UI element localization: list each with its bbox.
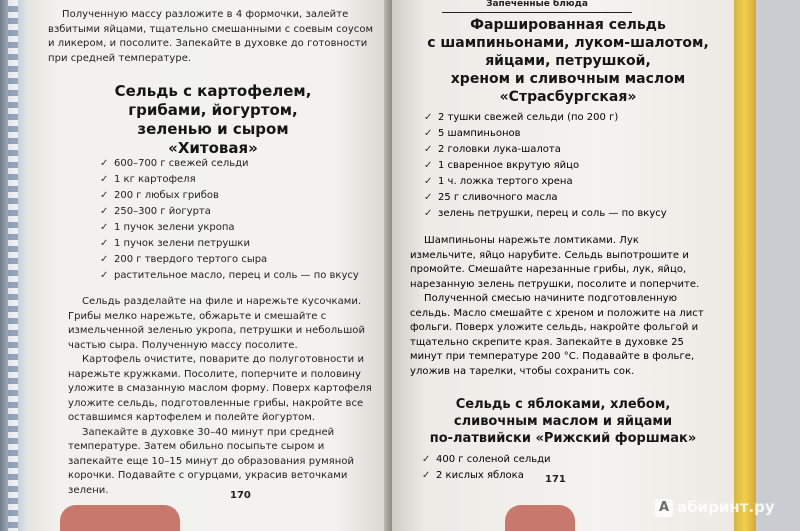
ingredient-item: ✓ 25 г сливочного масла <box>424 190 714 206</box>
title-line: «Хитовая» <box>168 139 258 157</box>
checkmark-icon: ✓ <box>100 270 109 281</box>
right-page-number: 171 <box>545 474 566 485</box>
title-line: грибами, йогуртом, <box>128 101 298 119</box>
ingredient-item: ✓ 600–700 г свежей сельди <box>100 156 370 172</box>
ingredient-item: ✓ растительное масло, перец и соль — по вкусу <box>100 268 370 284</box>
checkmark-icon: ✓ <box>422 454 431 465</box>
title-line: по-латвийски «Рижский форшмак» <box>429 431 697 446</box>
ingredient-item: ✓ зелень петрушки, перец и соль — по вкусу <box>424 206 714 222</box>
checkmark-icon: ✓ <box>100 222 109 233</box>
book-cover-edge <box>0 0 30 531</box>
method-paragraph: Шампиньоны нарежьте ломтиками. Лук измельчите, яйцо нарубите. Сельдь выпотрошите и промойте. Смешайте нарезанные грибы, лук, яйцо, нарезанную зелень петрушки, посолите и поперчите. <box>410 235 700 290</box>
ingredient-item: ✓ 2 головки лука-шалота <box>424 142 714 158</box>
checkmark-icon: ✓ <box>100 238 109 249</box>
title-line: Фаршированная сельдь <box>470 17 666 33</box>
checkmark-icon: ✓ <box>100 206 109 217</box>
checkmark-icon: ✓ <box>424 192 433 203</box>
right-recipe2-title <box>408 396 718 447</box>
ingredient-item: ✓ 1 сваренное вкрутую яйцо <box>424 158 714 174</box>
method-paragraph: Полученной смесью начините подготовленную сельдь. Масло смешайте с хреном и положите на лист фольги. Поверх уложите сельдь, накройте фольгой и тщательно скрепите края. Запекайте в духовке 25 минут при температуре 200 °С. Подавайте в фольге, уложив на тарелки, чтобы сохранить сок. <box>410 293 704 377</box>
book-cover-yellow-edge <box>734 0 756 531</box>
left-page <box>28 0 390 531</box>
ingredient-item: ✓ 2 кислых яблока <box>422 468 702 484</box>
checkmark-icon: ✓ <box>424 112 433 123</box>
right-recipe1-title <box>418 16 718 106</box>
ingredient-item: ✓ 200 г твердого тертого сыра <box>100 252 370 268</box>
checkmark-icon: ✓ <box>100 174 109 185</box>
thumb-right <box>505 505 575 531</box>
background-surface <box>756 0 800 531</box>
left-recipe-title <box>58 82 368 158</box>
ingredient-item: ✓ 200 г любых грибов <box>100 188 370 204</box>
checkmark-icon: ✓ <box>424 128 433 139</box>
ingredient-item: ✓ 250–300 г йогурта <box>100 204 370 220</box>
ingredient-item: ✓ 5 шампиньонов <box>424 126 714 142</box>
title-line: яйцами, петрушкой, <box>485 53 651 69</box>
ingredient-item: ✓ 1 пучок зелени петрушки <box>100 236 370 252</box>
left-method-text <box>68 295 380 498</box>
checkmark-icon: ✓ <box>100 190 109 201</box>
right-ingredients-list <box>424 110 714 222</box>
left-page-number: 170 <box>230 490 251 501</box>
right-method-text <box>410 234 706 379</box>
title-line: Сельдь с яблоками, хлебом, <box>455 397 671 412</box>
checkmark-icon: ✓ <box>424 176 433 187</box>
cover-stripe <box>8 0 18 531</box>
labirint-logo-icon: А <box>655 499 673 517</box>
running-header: Запеченные блюда <box>442 0 632 13</box>
title-line: хреном и сливочным маслом <box>450 71 686 87</box>
left-ingredients-list <box>100 156 370 284</box>
left-intro-text <box>48 8 376 66</box>
checkmark-icon: ✓ <box>424 208 433 219</box>
method-paragraph: Сельдь разделайте на филе и нарежьте кусочками. Грибы мелко нарежьте, обжарьте и смешайте с измельченной зеленью укропа, петрушки и небольшой частью сыра. Полученную массу посолите. <box>68 296 366 351</box>
title-line: сливочным маслом и яйцами <box>453 414 673 429</box>
checkmark-icon: ✓ <box>424 144 433 155</box>
title-line: зеленью и сыром <box>137 120 289 138</box>
thumb-left <box>60 505 180 531</box>
ingredient-item: ✓ 1 кг картофеля <box>100 172 370 188</box>
intro-paragraph: Полученную массу разложите в 4 формочки, залейте взбитыми яйцами, тщательно смешанными с соевым соусом и ликером, и посолите. Запекайте в духовке до готовности при средней температуре. <box>48 9 374 64</box>
watermark <box>655 498 775 517</box>
title-line: с шампиньонами, луком-шалотом, <box>427 35 709 51</box>
checkmark-icon: ✓ <box>100 158 109 169</box>
ingredient-item: ✓ 1 пучок зелени укропа <box>100 220 370 236</box>
title-line: «Страсбургская» <box>499 89 637 105</box>
ingredient-item: ✓ 2 тушки свежей сельди (по 200 г) <box>424 110 714 126</box>
ingredient-item: ✓ 400 г соленой сельди <box>422 452 702 468</box>
method-paragraph: Картофель очистите, поварите до полуготовности и нарежьте кружками. Посолите, поперчите и половину уложите в смазанную маслом форму. Поверх картофеля уложите сельдь, подготовленные грибы, накройте все оставшимся картофелем и полейте йогуртом. <box>68 354 372 423</box>
checkmark-icon: ✓ <box>422 470 431 481</box>
watermark-text: абиринт.ру <box>677 498 775 516</box>
method-paragraph: Запекайте в духовке 30–40 минут при средней температуре. Затем обильно посыпьте сыром и запекайте еще 10–15 минут до образования румяной корочки. Подавайте с огурцами, украсив веточками зелени. <box>68 426 355 496</box>
ingredient-item: ✓ 1 ч. ложка тертого хрена <box>424 174 714 190</box>
title-line: Сельдь с картофелем, <box>114 82 312 100</box>
checkmark-icon: ✓ <box>424 160 433 171</box>
checkmark-icon: ✓ <box>100 254 109 265</box>
